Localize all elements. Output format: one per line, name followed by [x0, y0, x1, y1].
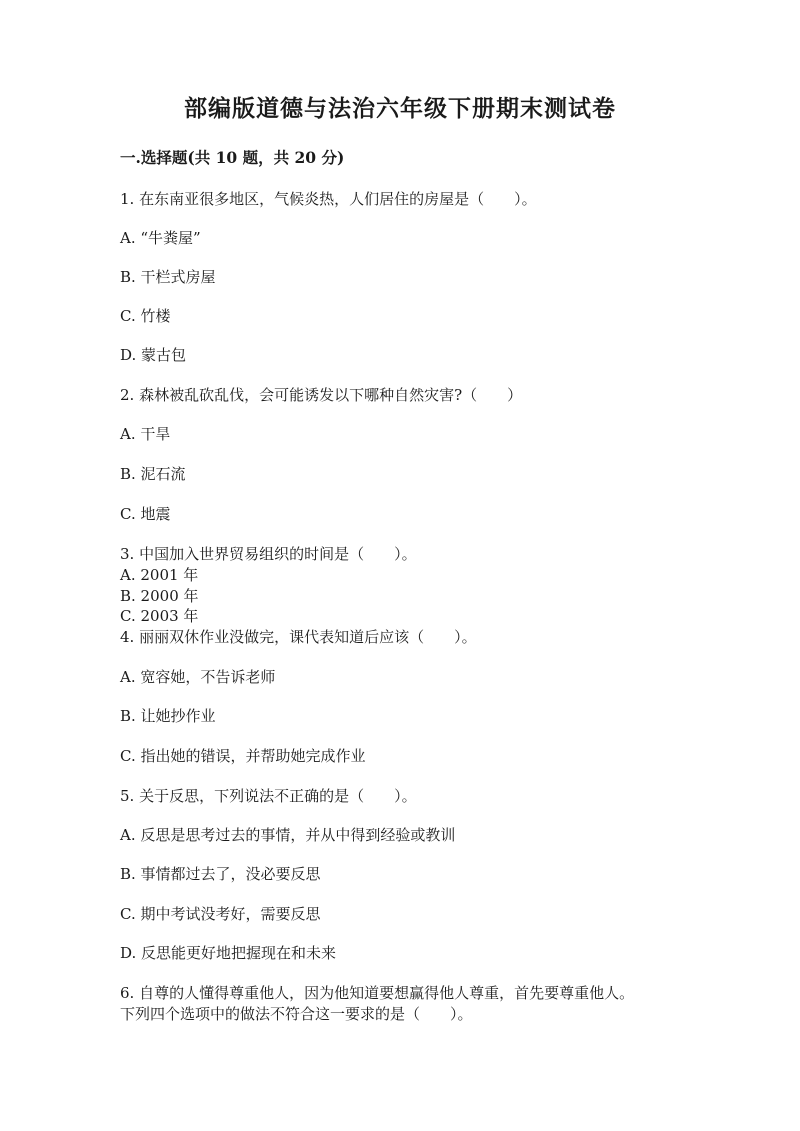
- question-3-option-b: B. 2000 年: [120, 587, 199, 605]
- question-6-stem-line-1: 6. 自尊的人懂得尊重他人，因为他知道要想赢得他人尊重，首先要尊重他人。: [120, 984, 635, 1002]
- question-1-option-a: A. “牛粪屋”: [120, 229, 201, 247]
- question-2-option-a: A. 干旱: [120, 425, 171, 443]
- question-1-option-d: D. 蒙古包: [120, 346, 187, 364]
- question-2-option-c: C. 地震: [120, 505, 171, 523]
- question-5-option-d: D. 反思能更好地把握现在和未来: [120, 944, 337, 962]
- question-2-option-b: B. 泥石流: [120, 465, 186, 483]
- question-5-option-c: C. 期中考试没考好，需要反思: [120, 905, 321, 923]
- question-4-option-a: A. 宽容她，不告诉老师: [120, 668, 276, 686]
- question-2-stem: 2. 森林被乱砍乱伐，会可能诱发以下哪种自然灾害?（ ）: [120, 386, 523, 404]
- question-5-stem: 5. 关于反思，下列说法不正确的是（ ）。: [120, 787, 417, 805]
- question-6-stem-line-2: 下列四个选项中的做法不符合这一要求的是（ ）。: [120, 1005, 473, 1023]
- question-4-stem: 4. 丽丽双休作业没做完，课代表知道后应该（ ）。: [120, 628, 477, 646]
- question-3-option-c: C. 2003 年: [120, 607, 199, 625]
- section-heading: 一.选择题(共 10 题，共 20 分): [120, 148, 345, 167]
- question-4-option-c: C. 指出她的错误，并帮助她完成作业: [120, 747, 366, 765]
- question-3-stem: 3. 中国加入世界贸易组织的时间是（ ）。: [120, 545, 417, 563]
- question-5-option-b: B. 事情都过去了，没必要反思: [120, 865, 321, 883]
- question-1-option-b: B. 干栏式房屋: [120, 268, 216, 286]
- question-1-stem: 1. 在东南亚很多地区，气候炎热，人们居住的房屋是（ ）。: [120, 190, 537, 208]
- question-3-option-a: A. 2001 年: [120, 566, 199, 584]
- page-title: 部编版道德与法治六年级下册期末测试卷: [184, 95, 616, 122]
- question-1-option-c: C. 竹楼: [120, 307, 171, 325]
- question-5-option-a: A. 反思是思考过去的事情，并从中得到经验或教训: [120, 826, 456, 844]
- question-4-option-b: B. 让她抄作业: [120, 707, 216, 725]
